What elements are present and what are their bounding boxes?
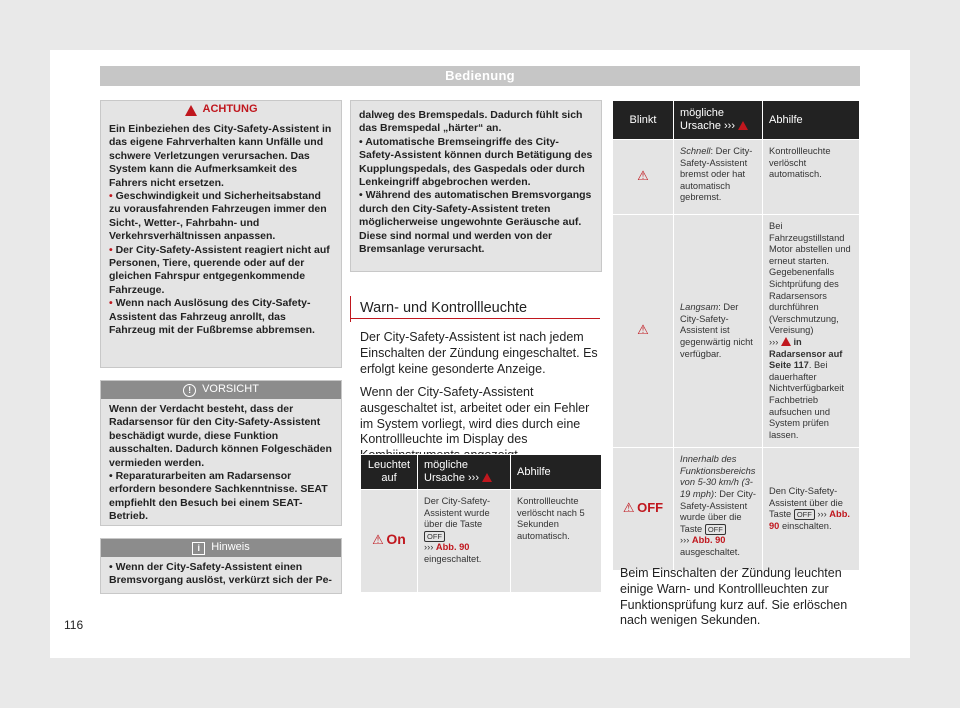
cause-cell: Langsam: Der City-Safety-Assistent ist gegenwärtig nicht verfügbar. [674, 215, 763, 448]
table-header: Abhilfe [511, 455, 602, 490]
indicator-table-flash [612, 100, 860, 571]
remedy-cell: Kontrollleuchte verlöscht automatisch. [763, 140, 860, 215]
cause-cell: Schnell: Der City-Safety-Assistent bremst oder hat automatisch gebremst. [674, 140, 763, 215]
info-icon: i [192, 542, 205, 555]
warning-title: ACHTUNG [202, 103, 258, 116]
list-item: • Wenn der City-Safety-Assistent einen Bremsvorgang auslöst, verkürzt sich der Pe- [109, 561, 332, 587]
remedy-cell: Kontrollleuchte verlöscht nach 5 Sekunden automatisch. [511, 490, 602, 593]
table-row [613, 140, 860, 215]
remedy-cell: Bei Fahrzeugstillstand Motor abstellen und erneut starten. Gegebenenfalls Sichtprüfung des Radarsensors durchführen (Verschmutzung, Vereisung) ››› in Radarsensor auf Seite 117. Bei dauerhafter Nichtverfügbarkeit Fachbetrieb aufsuchen und System prüfen lassen. [763, 215, 860, 448]
warning-triangle-icon [185, 105, 197, 116]
warning-triangle-icon [482, 473, 492, 482]
indicator-cell [613, 140, 674, 215]
caution-box-header [101, 381, 341, 399]
off-key-icon: OFF [794, 509, 815, 520]
city-safety-light-icon: ⚠︎ [637, 168, 649, 184]
note-continuation-box [350, 100, 602, 272]
section-title: Warn- und Kontrollleuchte [360, 300, 528, 316]
off-key-icon: OFF [424, 531, 445, 542]
indicator-label: On [386, 531, 406, 548]
list-item: • Während des automatischen Bremsvorgangs durch den City-Safety-Assistent treten möglicherweise ungewohnte Geräusche auf. Diese sind normal und werden von der Bremsanlage verursacht. [359, 189, 592, 256]
table-row [361, 490, 602, 593]
indicator-table-on [360, 454, 602, 593]
figure-ref: Abb. 90 [691, 535, 726, 546]
list-item: • Reparaturarbeiten am Radarsensor erfordern besondere Sachkenntnisse. SEAT empfiehlt den Besuch bei einem SEAT-Betrieb. [109, 470, 328, 523]
table-row [613, 215, 860, 448]
caution-title: VORSICHT [202, 383, 259, 396]
table-header: Blinkt [613, 101, 674, 140]
cause-cell: Innerhalb des Funktionsbereichs von 5-30 km/h (3-19 mph): Der City-Safety-Assistent wurde über die Taste OFF ››› Abb. 90 ausgeschaltet. [674, 448, 763, 571]
list-item: • Automatische Bremseingriffe des City-Safety-Assistent können durch Betätigung des Kupplungspedals, des Gaspedals oder durch Lenkeingriff abgebrochen werden. [359, 135, 593, 189]
continuation-intro: dalweg des Bremspedals. Dadurch fühlt sich das Bremspedal „härter“ an. [359, 109, 583, 135]
figure-ref: Abb. 90 [769, 509, 850, 531]
caution-box [100, 380, 342, 526]
city-safety-light-icon: ⚠︎ [637, 322, 649, 338]
table-header: mögliche Ursache ››› [674, 101, 763, 140]
warning-box [100, 100, 342, 368]
table-row [613, 448, 860, 571]
indicator-cell [613, 448, 674, 571]
list-item: • Wenn nach Auslösung des City-Safety-Assistent das Fahrzeug anrollt, das Fahrzeug mit der Fußbremse abbremsen. [109, 297, 315, 337]
note-box-header [101, 539, 341, 557]
warning-box-header [101, 101, 341, 119]
cause-cell: Der City-Safety-Assistent wurde über die Taste OFF ››› Abb. 90 eingeschaltet. [418, 490, 511, 593]
list-item: • Geschwindigkeit und Sicherheitsabstand zu vorausfahrenden Fahrzeugen immer den Sicht-, Wetter-, Fahrbahn- und Verkehrsverhältnissen anpassen. [109, 190, 327, 243]
warning-intro: Ein Einbeziehen des City-Safety-Assistent in das eigene Fahrverhalten kann Unfälle und schwere Verletzungen verursachen. Das System kann die Aufmerksamkeit des Fahrers nicht ersetzen. [109, 123, 332, 189]
city-safety-light-icon: ⚠︎ [372, 532, 384, 548]
header-bar: Bedienung [100, 66, 860, 86]
figure-ref: Abb. 90 [435, 542, 470, 553]
remedy-cell: Den City-Safety-Assistent über die Taste OFF ››› Abb. 90 einschalten. [763, 448, 860, 571]
indicator-cell [613, 215, 674, 448]
paragraph: Beim Einschalten der Zündung leuchten einige Warn- und Kontrollleuchten zur Funktionsprüfung kurz auf. Sie erlöschen nach wenigen Sekunden. [620, 566, 848, 628]
page-number: 116 [64, 618, 84, 632]
note-box [100, 538, 342, 594]
caution-intro: Wenn der Verdacht besteht, dass der Radarsensor für den City-Safety-Assistent beschädigt wurde, diese Funktion ausschalten. Dadurch können Folgeschäden vermieden werden. [109, 403, 332, 469]
warning-triangle-icon [738, 121, 748, 130]
note-title: Hinweis [211, 541, 250, 554]
table-header: mögliche Ursache ››› [418, 455, 511, 490]
caution-icon: ! [183, 384, 196, 397]
section-divider [350, 318, 600, 319]
paragraph: Wenn der City-Safety-Assistent ausgeschaltet ist, arbeitet oder ein Fehler im System vorliegt, wird dies durch eine Kontrollleuchte im Display des [360, 385, 590, 447]
table-header: Leuchtet auf [361, 455, 418, 490]
warning-triangle-icon [781, 337, 791, 346]
paragraph: Der City-Safety-Assistent ist nach jedem Einschalten der Zündung eingeschaltet. Es erfolgt keine gesonderte Anzeige. [360, 330, 598, 376]
list-item: • Der City-Safety-Assistent reagiert nicht auf Personen, Tiere, querende oder auf der gleichen Fahrspur entgegenkommende Fahrzeuge. [109, 243, 330, 296]
indicator-label: OFF [637, 500, 664, 516]
table-header: Abhilfe [763, 101, 860, 140]
off-key-icon: OFF [705, 524, 726, 535]
city-safety-light-icon: ⚠︎ [622, 500, 635, 516]
indicator-cell [361, 490, 418, 593]
